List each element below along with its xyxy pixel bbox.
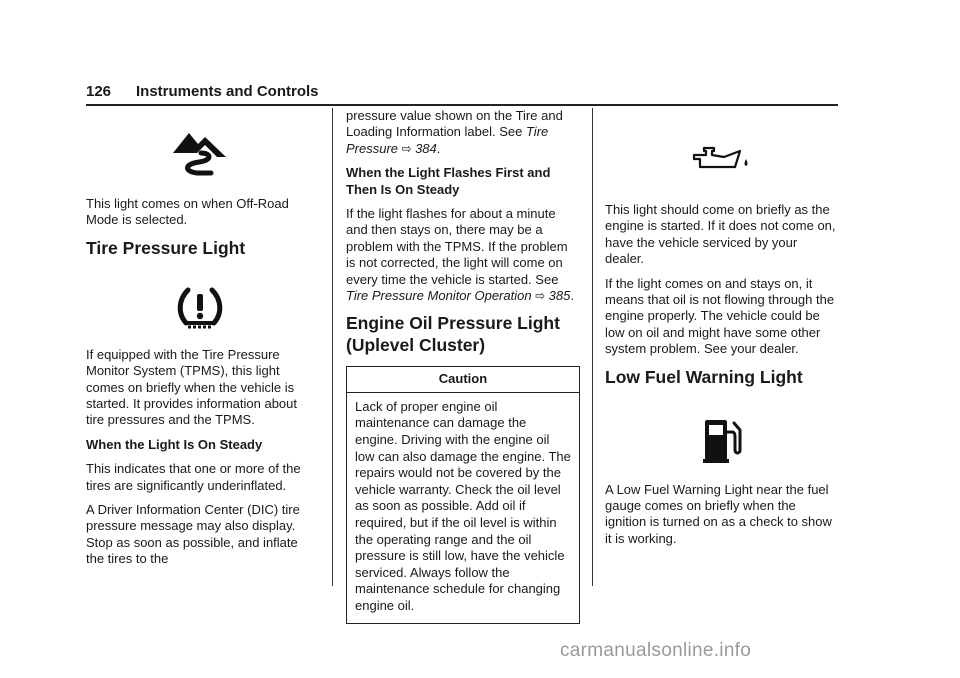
oil-text-2: If the light comes on and stays on, it means that oil is not flowing through the engine properly. The vehicle could be low on oil and might have some other system problem. See your dealer. [605, 275, 835, 357]
column-2 [346, 108, 580, 624]
tpms-operation-link[interactable]: Tire Pressure Monitor Operation [346, 288, 532, 304]
flash-body: If the light flashes for about a minute and then stays on, there may be a problem with the TPMS. If the problem is not corrected, the light will come on every time the vehicle is started. See [346, 206, 568, 287]
tire-pressure-icon [175, 285, 225, 331]
continued-body: pressure value shown on the Tire and Loading Information label. See [346, 108, 563, 140]
watermark: carmanualsonline.info [560, 640, 752, 661]
caution-box [346, 366, 580, 623]
section-title: Instruments and Controls [136, 83, 319, 100]
fuel-text: A Low Fuel Warning Light near the fuel gauge comes on briefly when the ignition is turned on as a check to show it is working. [605, 481, 832, 546]
oil-text-1: This light should come on briefly as the engine is started. If it does not come on, have the vehicle serviced by your dealer. [605, 202, 836, 267]
oil-can-icon [690, 143, 754, 173]
page-number: 126 [86, 83, 112, 100]
fuel-icon-wrap [605, 398, 839, 482]
tire-pressure-link[interactable]: Tire Pressure [346, 124, 549, 156]
tire-icon-wrap [86, 269, 314, 347]
caution-text: Lack of proper engine oil maintenance can damage the engine. Driving with the engine oil low can also damage the engine. The repairs would not be covered by the vehicle warranty. Check the oil level as soon as possible. Add oil if required, but if the oil level is within the operating range and the oil pressure is still low, have the vehicle serviced. Always follow the maintenance schedule for changing engine oil. [355, 398, 571, 613]
tire-pressure-heading: Tire Pressure Light [86, 237, 246, 258]
flash-text: If the light flashes for about a minute and then stays on, there may be a problem with the TPMS. If the problem is not corrected, the light will come on every time the vehicle is started. See Tire Pressure Monitor Operation ⇨ 385. [346, 206, 574, 304]
steady-heading: When the Light Is On Steady [86, 436, 263, 452]
oil-icon-wrap [605, 108, 839, 202]
column-divider-1 [332, 108, 333, 586]
caution-title: Caution [347, 367, 579, 392]
off-road-mode-icon [171, 127, 229, 177]
flash-heading: When the Light Flashes First and Then Is On Steady [346, 165, 551, 197]
off-road-icon-wrap [86, 108, 314, 196]
column-divider-2 [592, 108, 593, 586]
fuel-pump-icon [701, 416, 743, 464]
oil-pressure-heading: Engine Oil Pressure Light (Uplevel Cluster) [346, 313, 560, 356]
dic-text: A Driver Information Center (DIC) tire pressure message may also display. Stop as soon as possible, and inflate the tires to the [86, 502, 300, 567]
steady-text: This indicates that one or more of the tires are significantly underinflated. [86, 461, 301, 493]
tpms-text: If equipped with the Tire Pressure Monitor System (TPMS), this light comes on briefly when the vehicle is started. It provides information about tire pressures and the TPMS. [86, 346, 298, 428]
tire-pressure-page-ref[interactable]: ⇨ 384 [401, 140, 437, 156]
tpms-operation-page-ref[interactable]: ⇨ 385 [535, 288, 571, 304]
page-header [86, 83, 838, 105]
column-1 [86, 108, 314, 576]
offroad-text: This light comes on when Off-Road Mode is selected. [86, 196, 289, 228]
continued-text: pressure value shown on the Tire and Loading Information label. See Tire Pressure ⇨ 384. [346, 108, 563, 156]
low-fuel-heading: Low Fuel Warning Light [605, 366, 803, 387]
header-rule [86, 104, 838, 106]
column-3 [605, 108, 839, 555]
